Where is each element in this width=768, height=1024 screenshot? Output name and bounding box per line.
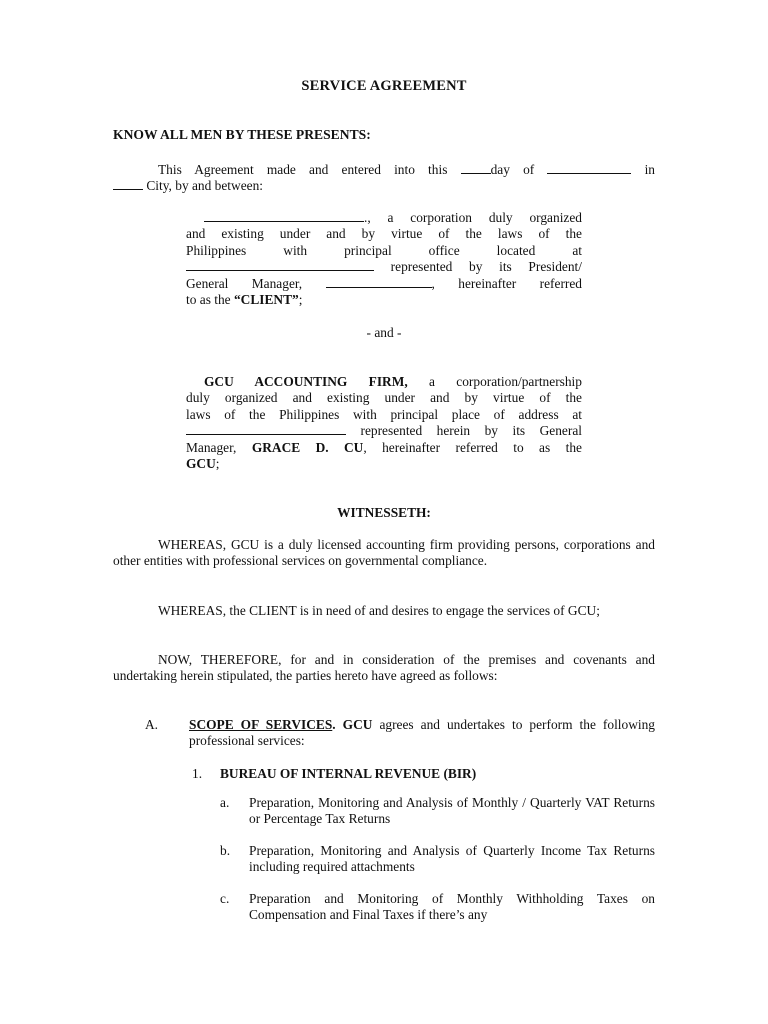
client-block xyxy=(186,210,582,308)
gcu-line-4: represented herein by its General xyxy=(360,423,582,439)
client-line-3: Philippines with principal office located at xyxy=(186,242,582,258)
client-line-5-prefix: General Manager, xyxy=(186,275,303,291)
subitem-b-text: Preparation, Monitoring and Analysis of Quarterly Income Tax Returns including required attachments xyxy=(249,843,655,875)
subitem-b-marker: b. xyxy=(220,843,231,858)
client-name-blank xyxy=(204,210,364,222)
document-title: SERVICE AGREEMENT xyxy=(301,78,467,94)
month-blank xyxy=(547,162,631,174)
gcu-line-5-suffix: , hereinafter referred to as the xyxy=(363,439,582,455)
now-therefore: NOW, THEREFORE, for and in consideration of the premises and covenants and undertaking herein stipulated, the parties hereto have agreed as follows: xyxy=(113,652,655,684)
client-line-4: represented by its President/ xyxy=(390,259,582,275)
section-a-text: agrees and undertakes to perform the following professional services: xyxy=(189,717,655,749)
client-manager-blank xyxy=(326,276,432,288)
gcu-line-2: duly organized and existing under and by virtue of the xyxy=(186,390,582,406)
intro-text-2: day of xyxy=(490,162,535,177)
whereas-1: WHEREAS, GCU is a duly licensed accounting firm providing persons, corporations and other entities with professional services on governmental compliance. xyxy=(113,537,655,569)
section-a-gcu: GCU xyxy=(342,717,373,732)
intro-text-3: in xyxy=(644,162,655,177)
section-a xyxy=(189,717,655,750)
city-blank xyxy=(113,178,143,190)
client-line-6-prefix: to as the xyxy=(186,292,231,308)
gcu-block xyxy=(186,374,582,472)
intro-paragraph xyxy=(113,162,655,195)
intro-text-4: City, by and between: xyxy=(146,178,264,194)
section-a-period: . xyxy=(332,717,336,732)
client-line-5-suffix: , hereinafter referred xyxy=(431,275,582,291)
client-line-1: ., a corporation duly organized xyxy=(364,210,582,225)
subitem-a-marker: a. xyxy=(220,795,230,810)
gcu-line-3: laws of the Philippines with principal place of address at xyxy=(186,406,582,422)
day-blank xyxy=(461,162,491,174)
gcu-firm-name: GCU ACCOUNTING FIRM, xyxy=(204,374,408,389)
client-label: “CLIENT” xyxy=(233,292,299,308)
gcu-address-blank xyxy=(186,423,346,435)
intro-text-1: This Agreement made and entered into this xyxy=(158,162,448,177)
gcu-line-6-suffix: ; xyxy=(215,456,220,472)
client-line-6-suffix: ; xyxy=(298,292,303,308)
section-a-heading: SCOPE OF SERVICES xyxy=(189,717,333,732)
and-separator: - and - xyxy=(366,325,402,340)
subitem-a-text: Preparation, Monitoring and Analysis of Monthly / Quarterly VAT Returns or Percentage Tax Returns xyxy=(249,795,655,827)
witnesseth-heading: WITNESSETH: xyxy=(337,505,431,520)
subitem-c-text: Preparation and Monitoring of Monthly Withholding Taxes on Compensation and Final Taxes if there’s any xyxy=(249,891,655,923)
gcu-manager-name: GRACE D. CU xyxy=(251,439,364,455)
client-address-blank xyxy=(186,259,374,271)
client-line-2: and existing under and by virtue of the laws of the xyxy=(186,226,582,242)
item-1-marker: 1. xyxy=(192,766,203,781)
gcu-line-1: a corporation/partnership xyxy=(429,374,582,389)
know-all-heading: KNOW ALL MEN BY THESE PRESENTS: xyxy=(113,127,371,142)
subitem-c-marker: c. xyxy=(220,891,230,906)
gcu-label: GCU xyxy=(186,456,216,472)
whereas-2: WHEREAS, the CLIENT is in need of and desires to engage the services of GCU; xyxy=(158,603,600,618)
item-1-heading: BUREAU OF INTERNAL REVENUE (BIR) xyxy=(220,766,477,781)
section-a-marker: A. xyxy=(145,717,159,732)
gcu-line-5-prefix: Manager, xyxy=(186,439,237,455)
